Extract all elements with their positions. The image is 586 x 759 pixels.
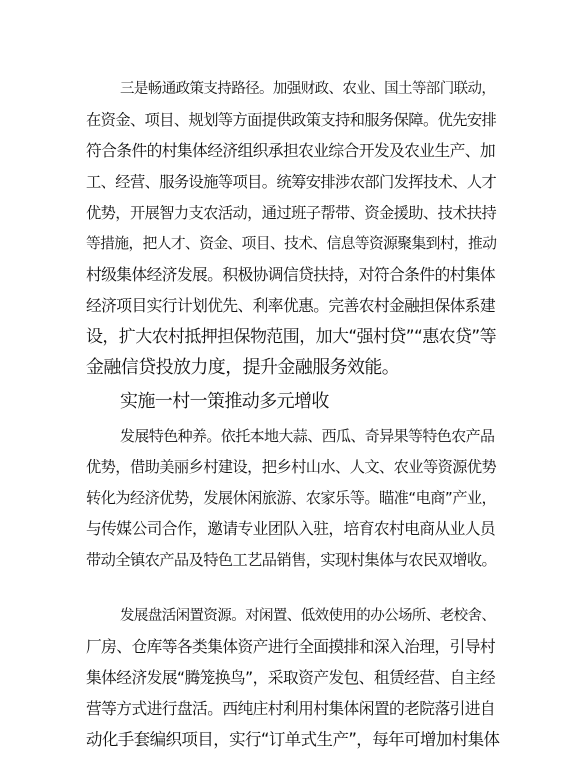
- paragraph-2-line-1: 发展特色种养。依托本地大蒜、西瓜、奇异果等特色农产品: [120, 427, 495, 445]
- paragraph-3-line-1: 发展盘活闲置资源。对闲置、低效使用的办公场所、老校舍、: [120, 608, 496, 624]
- paragraph-1-line-5: 优势，开展智力支农活动，通过班子帮带、资金援助、技术扶持: [86, 204, 497, 222]
- paragraph-2-line-4: 与传媒公司合作，邀请专业团队入驻，培育农村电商从业人员: [86, 519, 496, 538]
- paragraph-3-line-2: 厂房、仓库等各类集体资产进行全面摸排和深入治理，引导村: [86, 637, 496, 656]
- paragraph-1-line-9: 设，扩大农村抵押担保物范围，加大“强村贷”“惠农贷”等: [86, 327, 497, 347]
- paragraph-3-line-5: 动化手套编织项目，实行“订单式生产”，每年可增加村集体: [86, 730, 500, 749]
- section-heading: 实施一村一策推动多元增收: [120, 391, 329, 412]
- paragraph-1-line-3: 符合条件的村集体经济组织承担农业综合开发及农业生产、加: [86, 141, 496, 160]
- paragraph-1-line-10: 金融信贷投放力度，提升金融服务效能。: [86, 357, 400, 378]
- paragraph-1-line-1: 三是畅通政策支持路径。加强财政、农业、国土等部门联动，: [120, 81, 496, 97]
- paragraph-3-line-4: 营等方式进行盘活。西纯庄村利用村集体闲置的老院落引进自: [86, 699, 496, 718]
- paragraph-3-line-3: 集体经济发展“腾笼换鸟”，采取资产发包、租赁经营、自主经: [86, 668, 496, 687]
- paragraph-2-line-3: 转化为经济优势，发展休闲旅游、农家乐等。瞄准“电商”产业，: [86, 489, 497, 507]
- paragraph-1-line-7: 村级集体经济发展。积极协调信贷扶持，对符合条件的村集体: [86, 265, 496, 284]
- paragraph-1-line-8: 经济项目实行计划优先、利率优惠。完善农村金融担保体系建: [86, 296, 496, 315]
- paragraph-1-line-2: 在资金、项目、规划等方面提供政策支持和服务保障。优先安排: [86, 111, 497, 129]
- paragraph-2-line-2: 优势，借助美丽乡村建设，把乡村山水、人文、农业等资源优势: [86, 458, 497, 476]
- paragraph-2-line-5: 带动全镇农产品及特色工艺品销售，实现村集体与农民双增收。: [86, 551, 497, 569]
- paragraph-1-line-4: 工、经营、服务设施等项目。统筹安排涉农部门发挥技术、人才: [86, 173, 497, 191]
- paragraph-1-line-6: 等措施，把人才、资金、项目、技术、信息等资源聚集到村，推动: [86, 235, 497, 252]
